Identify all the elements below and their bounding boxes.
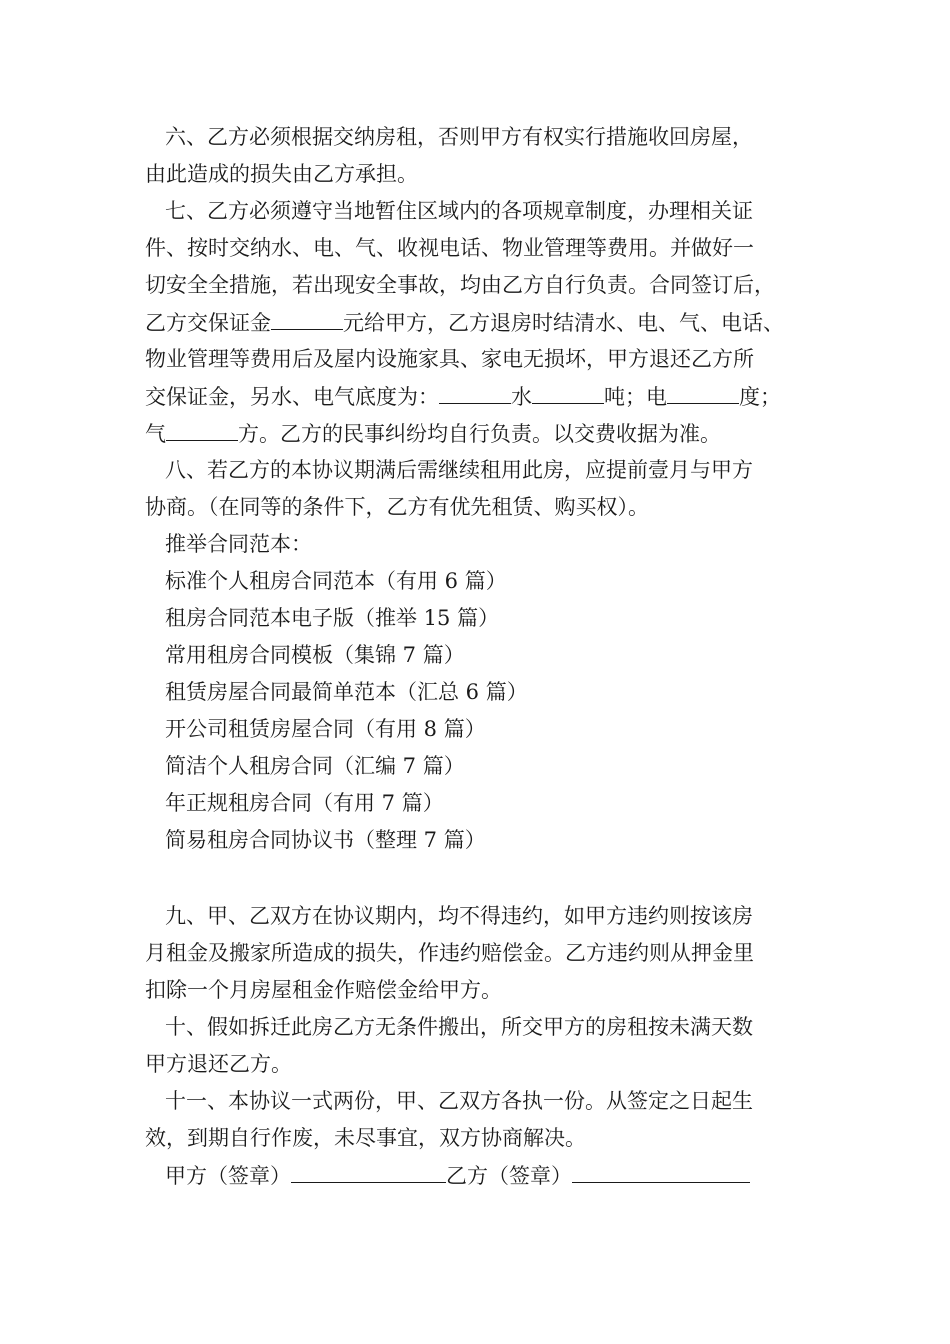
clause-7-line-5: 物业管理等费用后及屋内设施家具、家电无损坏，甲方退还乙方所 — [145, 347, 754, 371]
clause-7-text: 度； — [739, 385, 781, 409]
gas-reading-blank — [166, 418, 238, 441]
clause-7-line-6 — [145, 381, 781, 411]
clause-7-line-2: 件、按时交纳水、电、气、收视电话、物业管理等费用。并做好一 — [145, 236, 754, 260]
clause-8-line-1: 八、若乙方的本协议期满后需继续租用此房，应提前壹月与甲方 — [165, 458, 753, 482]
party-a-signature-blank — [291, 1160, 446, 1183]
clause-9-line-2: 月租金及搬家所造成的损失，作违约赔偿金。乙方违约则从押金里 — [145, 941, 754, 965]
clause-10-line-2: 甲方退还乙方。 — [145, 1052, 292, 1076]
clause-7-text: 气 — [145, 422, 166, 446]
recommend-link[interactable]: 简洁个人租房合同（汇编 7 篇） — [165, 754, 465, 778]
party-b-label: 乙方（签章） — [446, 1164, 572, 1188]
recommend-link[interactable]: 开公司租赁房屋合同（有用 8 篇） — [165, 717, 486, 741]
clause-8-line-2: 协商。（在同等的条件下，乙方有优先租赁、购买权）。 — [145, 495, 649, 519]
recommend-link[interactable]: 租房合同范本电子版（推举 15 篇） — [165, 606, 500, 630]
recommend-link[interactable]: 年正规租房合同（有用 7 篇） — [165, 791, 444, 815]
clause-7-line-4 — [145, 307, 784, 337]
water-reading-blank — [439, 381, 511, 404]
clause-6-line-1: 六、乙方必须根据交纳房租，否则甲方有权实行措施收回房屋， — [165, 125, 753, 149]
clause-7-text: 乙方交保证金 — [145, 311, 271, 335]
clause-7-text: 元给甲方，乙方退房时结清水、电、气、电话、 — [343, 311, 784, 335]
party-a-label: 甲方（签章） — [165, 1164, 291, 1188]
electric-reading-blank — [667, 381, 739, 404]
clause-7-text: 水 — [511, 385, 532, 409]
clause-6-line-2: 由此造成的损失由乙方承担。 — [145, 162, 418, 186]
recommend-link[interactable]: 简易租房合同协议书（整理 7 篇） — [165, 828, 486, 852]
recommend-heading: 推举合同范本： — [165, 532, 312, 556]
party-b-signature-blank — [572, 1160, 750, 1183]
clause-7-line-3: 切安全全措施，若出现安全事故，均由乙方自行负责。合同签订后， — [145, 273, 775, 297]
clause-7-line-7 — [145, 418, 721, 448]
clause-7-text: 交保证金，另水、电气底度为： — [145, 385, 439, 409]
clause-7-text: 吨；电 — [604, 385, 667, 409]
water-tons-blank — [532, 381, 604, 404]
recommend-link[interactable]: 租赁房屋合同最简单范本（汇总 6 篇） — [165, 680, 528, 704]
deposit-blank — [271, 307, 343, 330]
clause-7-text: 方。乙方的民事纠纷均自行负责。以交费收据为准。 — [238, 422, 721, 446]
clause-9-line-3: 扣除一个月房屋租金作赔偿金给甲方。 — [145, 978, 502, 1002]
clause-11-line-2: 效，到期自行作废，未尽事宜，双方协商解决。 — [145, 1126, 586, 1150]
clause-10-line-1: 十、假如拆迁此房乙方无条件搬出，所交甲方的房租按未满天数 — [165, 1015, 753, 1039]
signature-line — [165, 1160, 750, 1190]
clause-9-line-1: 九、甲、乙双方在协议期内，均不得违约，如甲方违约则按该房 — [165, 904, 753, 928]
clause-11-line-1: 十一、本协议一式两份，甲、乙双方各执一份。从签定之日起生 — [165, 1089, 753, 1113]
recommend-link[interactable]: 常用租房合同模板（集锦 7 篇） — [165, 643, 465, 667]
recommend-link[interactable]: 标准个人租房合同范本（有用 6 篇） — [165, 569, 507, 593]
clause-7-line-1: 七、乙方必须遵守当地暂住区域内的各项规章制度，办理相关证 — [165, 199, 753, 223]
